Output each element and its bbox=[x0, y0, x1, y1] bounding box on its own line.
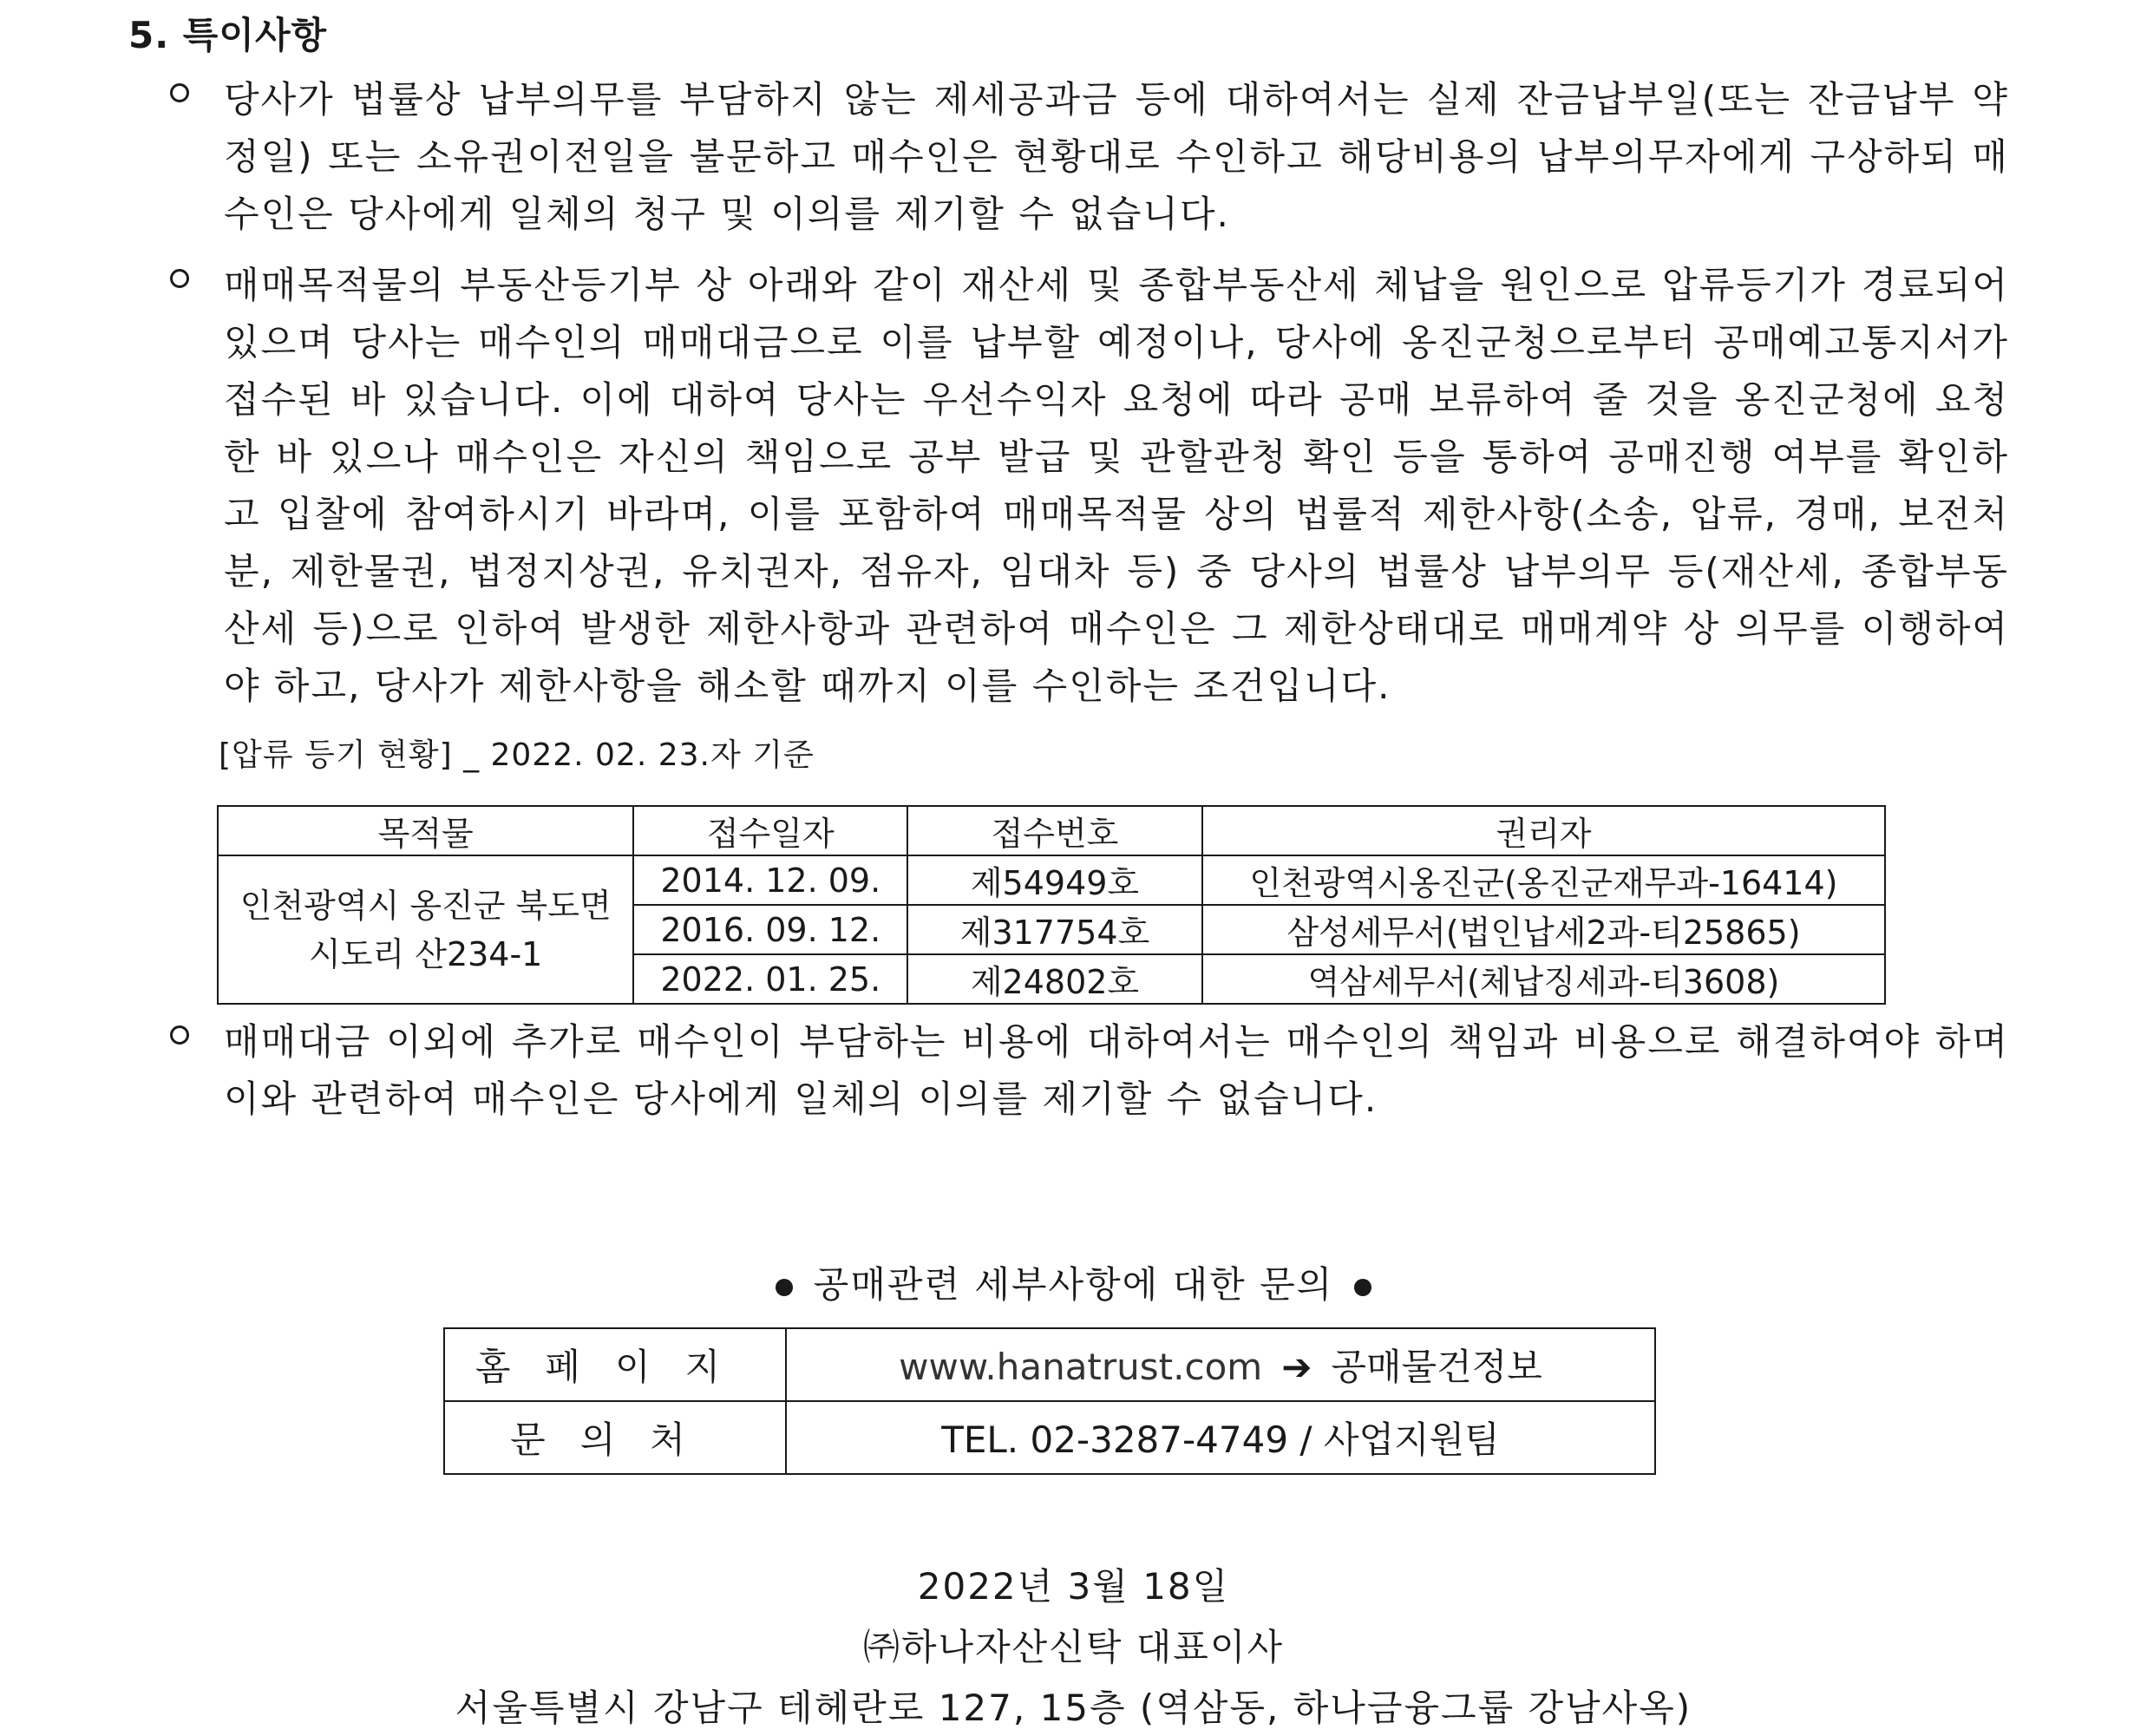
inquiry-title-text: 공매관련 세부사항에 대한 문의 bbox=[813, 1263, 1334, 1306]
hollow-bullet-icon bbox=[170, 83, 189, 102]
table-header-row bbox=[218, 806, 1885, 855]
seizure-status-table bbox=[217, 805, 1886, 1005]
inquiry-title bbox=[0, 1256, 2147, 1308]
column-header: 접수일자 bbox=[633, 806, 907, 855]
hollow-bullet-icon bbox=[170, 269, 189, 288]
contact-value: TEL. 02-3287-4749 / 사업지원팀 bbox=[786, 1401, 1655, 1474]
notice-bullet bbox=[170, 71, 2009, 243]
homepage-label: 홈페이지 bbox=[444, 1328, 786, 1401]
date-cell: 2014. 12. 09. bbox=[633, 855, 907, 905]
section-heading: 5. 특이사항 bbox=[128, 14, 328, 56]
table-row bbox=[218, 855, 1885, 905]
notice-bullet-text: 매매목적물의 부동산등기부 상 아래와 같이 재산세 및 종합부동산세 체납을 원인으로 압류등기가 경료되어 있으며 당사는 매수인의 매매대금으로 이를 납부할 예정이나, 당사에 옹진군청으로부터 공매예고통지서가 접수된 바 있습니다. 이에 대하여 당사는 우선수익자 요청에 따라 공매 보류하여 줄 것을 옹진군청에 요청한 바 있으나 매수인은 자신의 책임으로 공부 발급 및 관할관청 확인 등을 통하여 공매진행 여부를 확인하고 입찰에 참여하시기 바라며, 이를 포함하여 매매목적물 상의 법률적 제한사항(소송, 압류, 경매, 보전처분, 제한물권, 법정지상권, 유치권자, 점유자, 임대차 등) 중 당사의 법률상 납부의무 등(재산세, 종합부동산세 등)으로 인하여 발생한 제한사항과 관련하여 매수인은 그 제한상태대로 매매계약 상 의무를 이행하여야 하고, 당사가 제한사항을 해소할 때까지 이를 수인하는 조건입니다. bbox=[224, 264, 2009, 707]
number-cell: 제24802호 bbox=[907, 954, 1202, 1004]
homepage-target: 공매물건정보 bbox=[1331, 1346, 1542, 1388]
number-cell: 제54949호 bbox=[907, 855, 1202, 905]
number-cell: 제317754호 bbox=[907, 905, 1202, 954]
issue-date: 2022년 3월 18일 bbox=[917, 1565, 1230, 1608]
homepage-value bbox=[786, 1328, 1655, 1401]
date-cell: 2016. 09. 12. bbox=[633, 905, 907, 954]
filled-dot-icon bbox=[1354, 1279, 1371, 1296]
column-header: 접수번호 bbox=[907, 806, 1202, 855]
holder-cell: 역삼세무서(체납징세과-티3608) bbox=[1202, 954, 1885, 1004]
filled-dot-icon bbox=[776, 1279, 793, 1296]
table-row bbox=[444, 1401, 1655, 1474]
contact-table bbox=[443, 1327, 1656, 1475]
hollow-bullet-icon bbox=[170, 1025, 189, 1045]
company-signature: ㈜하나자산신탁 대표이사 bbox=[862, 1626, 1285, 1668]
property-cell: 인천광역시 옹진군 북도면 시도리 산234-1 bbox=[218, 855, 633, 1004]
holder-cell: 삼성세무서(법인납세2과-티25865) bbox=[1202, 905, 1885, 954]
holder-cell: 인천광역시옹진군(옹진군재무과-16414) bbox=[1202, 855, 1885, 905]
company-address: 서울특별시 강남구 테헤란로 127, 15층 (역삼동, 하나금융그룹 강남사옥) bbox=[455, 1687, 1692, 1729]
arrow-right-icon: ➔ bbox=[1281, 1346, 1312, 1388]
column-header: 권리자 bbox=[1202, 806, 1885, 855]
homepage-link[interactable]: www.hanatrust.com bbox=[899, 1346, 1263, 1388]
notice-bullet bbox=[170, 257, 2009, 715]
contact-label: 문의처 bbox=[444, 1401, 786, 1474]
notice-bullet-text: 매매대금 이외에 추가로 매수인이 부담하는 비용에 대하여서는 매수인의 책임과 비용으로 해결하여야 하며 이와 관련하여 매수인은 당사에게 일체의 이의를 제기할 수 없습니다. bbox=[224, 1020, 2009, 1120]
table-row bbox=[444, 1328, 1655, 1401]
notice-bullet-text: 당사가 법률상 납부의무를 부담하지 않는 제세공과금 등에 대하여서는 실제 잔금납부일(또는 잔금납부 약정일) 또는 소유권이전일을 불문하고 매수인은 현황대로 수인하고 해당비용의 납부의무자에게 구상하되 매수인은 당사에게 일체의 청구 및 이의를 제기할 수 없습니다. bbox=[224, 78, 2009, 235]
notice-bullet bbox=[170, 1013, 2009, 1128]
seizure-status-caption: [압류 등기 현황] _ 2022. 02. 23.자 기준 bbox=[219, 737, 815, 773]
date-cell: 2022. 01. 25. bbox=[633, 954, 907, 1004]
column-header: 목적물 bbox=[218, 806, 633, 855]
